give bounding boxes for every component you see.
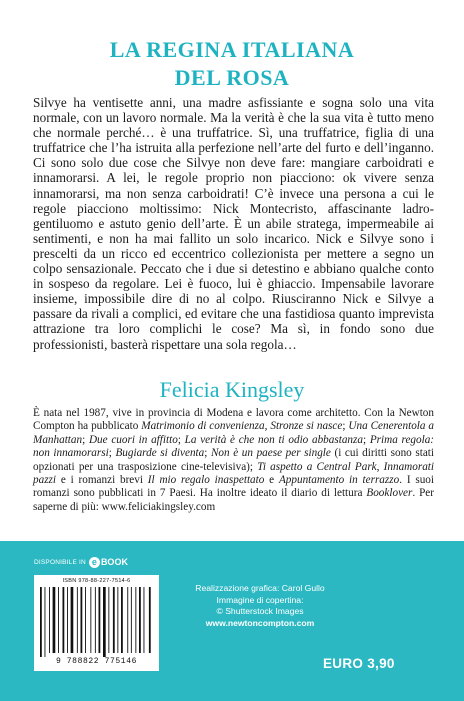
credits (180, 583, 340, 629)
bio-book-title: Il mio regalo inaspettato (147, 474, 265, 487)
bio-text: ; (204, 447, 211, 460)
price: EURO 3,90 (323, 656, 395, 671)
bio-text: ; (342, 420, 349, 433)
synopsis-text: Silvye ha ventisette anni, una madre asfissiante e sogna solo una vita normale, con un lavoro normale. Ma la verità è che la sua vita è tutto meno che normale perché… è una truffatrice. Sì, una truffatrice, figlia di una truffatrice che l’ha istruita alla perfezione nell’arte del furto e dell’inganno. Ci sono solo due cose che Silvye non deve fare: mangiare carboidrati e innamorarsi. A lei, le regole proprio non piacciono: ok vivere senza innamorarsi, ma non senza carboidrati! C’è invece una persona a cui le regole piacciono moltissimo: Nick Montecristo, affascinante ladro-gentiluomo e astuto genio dell’arte. È un abile stratega, impermeabile ai sentimenti, e non ha mai fallito un solo incarico. Nick e Silvye sono i prescelti da un ricco ed eccentrico collezionista per mettere a segno un colpo sensazionale. Peccato che i due si detestino e abbiano qualche conto in sospeso da regolare. Lei è fuoco, lui è ghiaccio. Impensabile lavorare insieme, impossibile dire di no al colpo. Riusciranno Nick e Silvye a passare da rivali a complici, ed evitare che una fastidiosa quanto imprevista attrazione tra loro complichi le cose? Ma sì, in fondo sono due professionisti, basterà rispettare una sola regola… (33, 95, 434, 352)
barcode (34, 575, 159, 671)
bio-text: (i cui diritti sono stati opzionati per una trasposizione cine-televisiva); (33, 447, 435, 473)
bio-text: ; (177, 433, 185, 446)
author-name: Felicia Kingsley (159, 377, 305, 402)
bio-book-title: Innamorati pazzi (33, 460, 434, 487)
bio-book-title: Non è un paese per single (210, 447, 331, 460)
bio-text: . I suoi romanzi sono pubblicati in 7 Paesi. Ha inoltre ideato il diario di lettura (33, 474, 435, 500)
barcode-number: 9 788822 775146 (55, 657, 137, 666)
bio-text: È nata nel 1987, vive in provincia di Modena e lavora come architetto. Con la Newton Compton ha pubblicato (33, 407, 434, 433)
publisher-website: www.newtoncompton.com (205, 617, 315, 628)
ebook-availability (34, 555, 128, 569)
bio-text: e (264, 474, 279, 487)
bio-book-title: Bugiarde si diventa (115, 447, 205, 460)
ebook-label: DISPONIBILE IN (34, 558, 86, 566)
bio-text: , (264, 420, 271, 433)
bio-text: ; (362, 433, 370, 446)
book-title-line-1: LA REGINA ITALIANA (109, 37, 355, 62)
bio-book-title: La verità è che non ti odio abbastanza (184, 433, 363, 446)
bio-text: ; (108, 447, 116, 460)
bio-book-title: Una Cenerentola a Manhattan (33, 420, 435, 446)
ebook-badge-text: BOOK (100, 557, 128, 567)
isbn-text: ISBN 978-88-227-7514-6 (62, 578, 131, 584)
bio-book-title: Appuntamento in terrazzo (278, 474, 400, 487)
barcode-bars-icon (38, 587, 155, 657)
author-bio (33, 407, 434, 514)
bio-book-title: Prima regola: non innamorarsi (33, 433, 435, 460)
book-title (0, 36, 464, 92)
bio-book-title: Ti aspetto a Central Park (257, 460, 377, 473)
credits-image-label: Immagine di copertina: (216, 594, 304, 605)
book-title-line-2: DEL ROSA (174, 65, 290, 90)
bio-text: . Per saperne di più: www.feliciakingsley.com (33, 487, 434, 513)
bio-text: ; (82, 433, 89, 446)
bio-text: e i romanzi brevi (56, 474, 148, 487)
bio-book-title: Booklover (366, 487, 413, 500)
bio-book-title: Matrimonio di convenienza (141, 420, 265, 433)
ebook-badge-icon (89, 557, 128, 568)
credits-design: Realizzazione grafica: Carol Gullo (195, 583, 325, 593)
credits-image-source: © Shutterstock Images (216, 606, 304, 616)
bio-book-title: Due cuori in affitto (88, 433, 178, 446)
bio-book-title: Stronze si nasce (270, 420, 343, 433)
ebook-e-letter: e (89, 557, 100, 568)
bio-text: , (376, 460, 384, 473)
